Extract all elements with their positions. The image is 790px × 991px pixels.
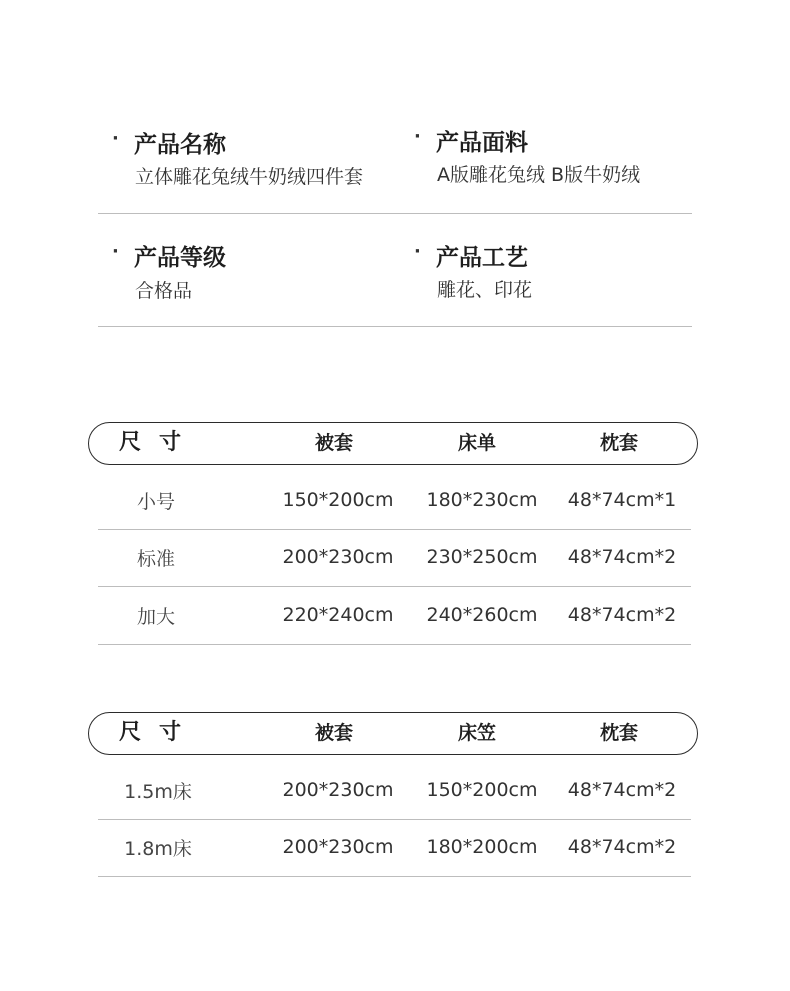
table-cell-size: 1.5m床: [124, 781, 192, 803]
table-cell: 180*200cm: [426, 836, 538, 858]
table-cell: 200*230cm: [282, 779, 394, 801]
table-cell-size: 标准: [136, 548, 175, 570]
col-header-pillowcase: 枕套: [599, 722, 638, 744]
col-header-pillowcase: 枕套: [599, 432, 638, 454]
info-value-grade: 合格品: [135, 280, 193, 302]
row-divider: [98, 644, 691, 645]
table-cell: 150*200cm: [426, 779, 538, 801]
table-cell: 240*260cm: [426, 604, 538, 626]
table-cell-size: 小号: [136, 491, 175, 513]
col-header-size: 尺寸: [118, 430, 199, 455]
col-header-size: 尺寸: [118, 720, 199, 745]
table-cell: 48*74cm*2: [567, 604, 677, 626]
table-cell: 48*74cm*2: [567, 836, 677, 858]
table-cell: 220*240cm: [282, 604, 394, 626]
col-header-fitted-sheet: 床笠: [457, 722, 496, 744]
divider: [98, 326, 692, 327]
info-title-fabric: 产品面料: [436, 130, 528, 156]
info-title-craft: 产品工艺: [436, 245, 528, 271]
bullet-icon: ·: [414, 241, 421, 262]
table-cell-size: 1.8m床: [124, 838, 192, 860]
bullet-icon: ·: [112, 128, 119, 149]
bullet-icon: ·: [112, 241, 119, 262]
table-header: [88, 712, 698, 755]
table-cell: 200*230cm: [282, 836, 394, 858]
divider: [98, 213, 692, 214]
row-divider: [98, 586, 691, 587]
info-value-name: 立体雕花兔绒牛奶绒四件套: [135, 166, 364, 188]
table-cell: 48*74cm*1: [567, 489, 677, 511]
table-cell: 200*230cm: [282, 546, 394, 568]
table-cell: 48*74cm*2: [567, 546, 677, 568]
table-cell-size: 加大: [136, 606, 175, 628]
row-divider: [98, 876, 691, 877]
info-value-craft: 雕花、印花: [437, 279, 533, 301]
table-cell: 230*250cm: [426, 546, 538, 568]
table-cell: 180*230cm: [426, 489, 538, 511]
info-title-grade: 产品等级: [134, 245, 226, 271]
row-divider: [98, 529, 691, 530]
col-header-duvet: 被套: [314, 722, 353, 744]
row-divider: [98, 819, 691, 820]
info-title-name: 产品名称: [134, 132, 226, 158]
col-header-sheet: 床单: [457, 432, 496, 454]
bullet-icon: ·: [414, 126, 421, 147]
table-cell: 150*200cm: [282, 489, 394, 511]
col-header-duvet: 被套: [314, 432, 353, 454]
table-header: [88, 422, 698, 465]
table-cell: 48*74cm*2: [567, 779, 677, 801]
info-value-fabric: A版雕花兔绒 B版牛奶绒: [437, 164, 641, 186]
